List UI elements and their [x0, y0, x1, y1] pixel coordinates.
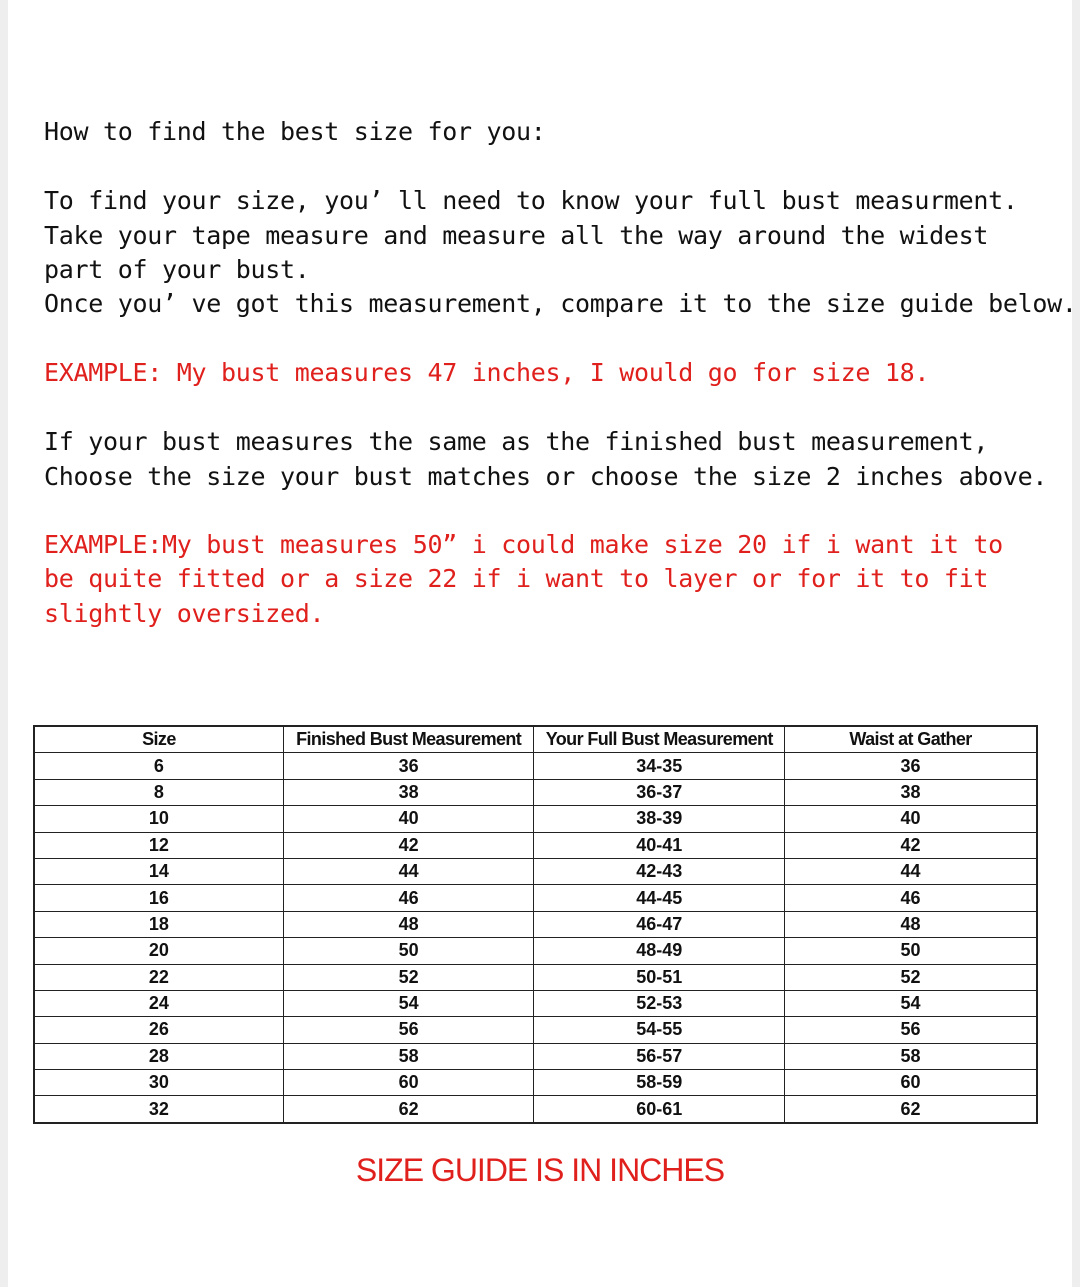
cell-waist: 46	[785, 885, 1037, 911]
cell-size: 8	[34, 779, 283, 805]
table-row	[34, 832, 1037, 858]
table-row	[34, 1043, 1037, 1069]
cell-full-bust: 54-55	[534, 1017, 785, 1043]
cell-size: 20	[34, 938, 283, 964]
table-row	[34, 1096, 1037, 1123]
cell-size: 24	[34, 990, 283, 1016]
cell-finished-bust: 52	[283, 964, 534, 990]
cell-waist: 38	[785, 779, 1037, 805]
cell-size: 26	[34, 1017, 283, 1043]
example-two-line: slightly oversized.	[44, 599, 325, 628]
instruction-line: Choose the size your bust matches or choose the size 2 inches above.	[44, 462, 1048, 491]
cell-size: 30	[34, 1070, 283, 1096]
table-row	[34, 1017, 1037, 1043]
cell-size: 28	[34, 1043, 283, 1069]
table-row	[34, 885, 1037, 911]
cell-full-bust: 58-59	[534, 1070, 785, 1096]
cell-size: 22	[34, 964, 283, 990]
cell-finished-bust: 42	[283, 832, 534, 858]
column-header-full-bust: Your Full Bust Measurement	[534, 726, 785, 753]
cell-waist: 58	[785, 1043, 1037, 1069]
cell-finished-bust: 60	[283, 1070, 534, 1096]
cell-size: 10	[34, 806, 283, 832]
cell-full-bust: 38-39	[534, 806, 785, 832]
cell-waist: 54	[785, 990, 1037, 1016]
cell-finished-bust: 44	[283, 858, 534, 884]
cell-waist: 50	[785, 938, 1037, 964]
cell-finished-bust: 46	[283, 885, 534, 911]
cell-finished-bust: 56	[283, 1017, 534, 1043]
instruction-line: Once you’ ve got this measurement, compare it to the size guide below.	[44, 289, 1077, 318]
table-row	[34, 938, 1037, 964]
cell-finished-bust: 36	[283, 753, 534, 779]
cell-finished-bust: 58	[283, 1043, 534, 1069]
cell-size: 32	[34, 1096, 283, 1123]
table-row	[34, 806, 1037, 832]
cell-size: 16	[34, 885, 283, 911]
cell-waist: 56	[785, 1017, 1037, 1043]
cell-size: 12	[34, 832, 283, 858]
table-row	[34, 1070, 1037, 1096]
cell-waist: 36	[785, 753, 1037, 779]
cell-full-bust: 48-49	[534, 938, 785, 964]
cell-full-bust: 34-35	[534, 753, 785, 779]
example-two-line: be quite fitted or a size 22 if i want to layer or for it to fit	[44, 564, 989, 593]
cell-full-bust: 56-57	[534, 1043, 785, 1069]
document-page	[8, 0, 1077, 1287]
example-two-line: EXAMPLE:My bust measures 50” i could make size 20 if i want it to	[44, 530, 1003, 559]
column-header-waist: Waist at Gather	[785, 726, 1037, 753]
cell-finished-bust: 48	[283, 911, 534, 937]
instruction-line: To find your size, you’ ll need to know your full bust measurment.	[44, 186, 1018, 215]
cell-full-bust: 42-43	[534, 858, 785, 884]
cell-full-bust: 46-47	[534, 911, 785, 937]
cell-waist: 62	[785, 1096, 1037, 1123]
cell-waist: 44	[785, 858, 1037, 884]
cell-waist: 42	[785, 832, 1037, 858]
size-table	[33, 725, 1038, 1124]
cell-finished-bust: 50	[283, 938, 534, 964]
cell-finished-bust: 38	[283, 779, 534, 805]
cell-finished-bust: 54	[283, 990, 534, 1016]
example-one: EXAMPLE: My bust measures 47 inches, I would go for size 18.	[44, 358, 930, 387]
table-row	[34, 779, 1037, 805]
table-header-row	[34, 726, 1037, 753]
cell-waist: 60	[785, 1070, 1037, 1096]
column-header-size: Size	[34, 726, 283, 753]
cell-full-bust: 50-51	[534, 964, 785, 990]
cell-size: 6	[34, 753, 283, 779]
cell-size: 14	[34, 858, 283, 884]
table-row	[34, 911, 1037, 937]
intro-heading: How to find the best size for you:	[44, 117, 546, 146]
cell-waist: 52	[785, 964, 1037, 990]
cell-full-bust: 40-41	[534, 832, 785, 858]
table-row	[34, 753, 1037, 779]
cell-size: 18	[34, 911, 283, 937]
cell-full-bust: 44-45	[534, 885, 785, 911]
instruction-line: Take your tape measure and measure all the way around the widest	[44, 221, 989, 250]
table-row	[34, 964, 1037, 990]
cell-finished-bust: 40	[283, 806, 534, 832]
units-note: SIZE GUIDE IS IN INCHES	[355, 1152, 725, 1188]
instruction-line: If your bust measures the same as the finished bust measurement,	[44, 427, 989, 456]
cell-full-bust: 36-37	[534, 779, 785, 805]
table-row	[34, 990, 1037, 1016]
cell-waist: 40	[785, 806, 1037, 832]
column-header-finished-bust: Finished Bust Measurement	[283, 726, 534, 753]
table-row	[34, 858, 1037, 884]
cell-waist: 48	[785, 911, 1037, 937]
cell-finished-bust: 62	[283, 1096, 534, 1123]
cell-full-bust: 52-53	[534, 990, 785, 1016]
cell-full-bust: 60-61	[534, 1096, 785, 1123]
size-table-body	[34, 753, 1037, 1123]
instruction-line: part of your bust.	[44, 255, 310, 284]
